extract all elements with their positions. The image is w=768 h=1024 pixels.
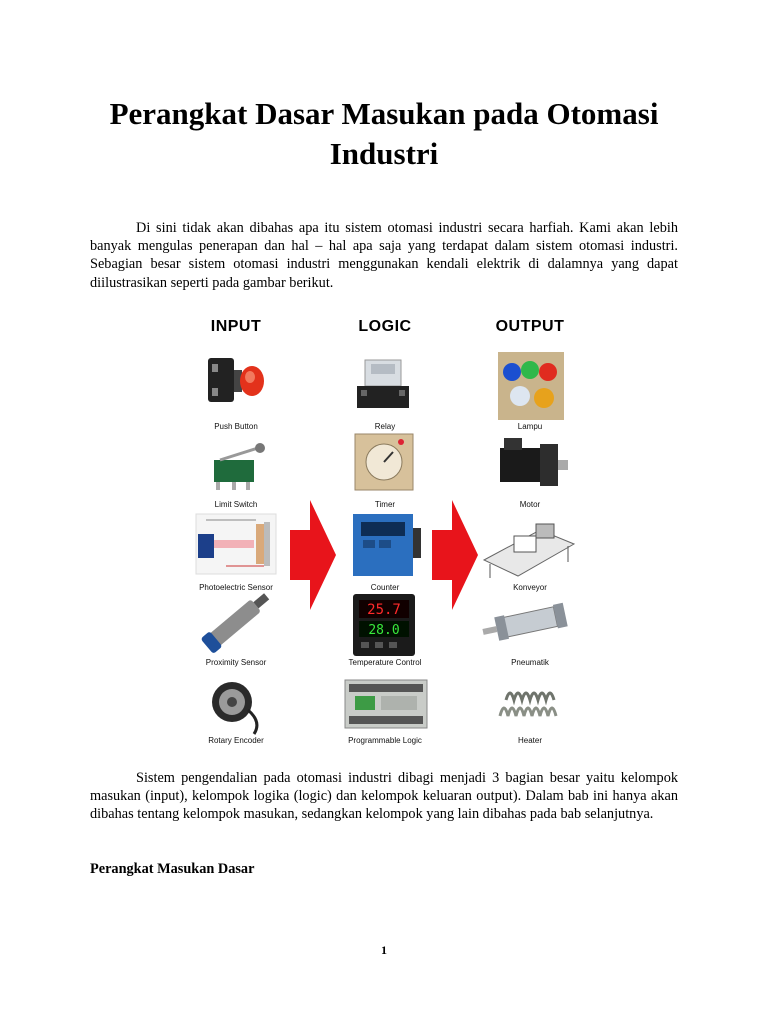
caption-rotary-encoder: Rotary Encoder bbox=[208, 736, 264, 745]
temp-display-bottom: 28.0 bbox=[368, 623, 400, 638]
limit-switch-icon bbox=[176, 430, 296, 500]
pneumatic-cylinder-icon bbox=[470, 590, 590, 660]
caption-temperature-control: Temperature Control bbox=[348, 658, 422, 667]
column-header-logic: LOGIC bbox=[358, 318, 412, 335]
page-title: Perangkat Dasar Masukan pada Otomasi Industri bbox=[109, 96, 659, 171]
temp-display-top: 25.7 bbox=[367, 602, 401, 618]
counter-icon bbox=[325, 510, 445, 582]
system-paragraph-text: Sistem pengendalian pada otomasi industri dibagi menjadi 3 bagian besar yaitu kelompok masukan (input), kelompok logika (logic) dan kelompok keluaran output). Dalam bab ini hanya akan dibahas tentang kelompok masukan, sedangkan kelompok yang lain dibahas pada bab selanjutnya. bbox=[90, 770, 678, 823]
caption-photoelectric-sensor: Photoelectric Sensor bbox=[199, 583, 273, 592]
automation-diagram bbox=[190, 310, 580, 755]
caption-relay: Relay bbox=[374, 422, 396, 431]
intro-paragraph-text: Di sini tidak akan dibahas apa itu sistem otomasi industri secara harfiah. Kami akan lebih banyak mengulas penerapan dan hal – hal apa saja yang terdapat dalam sistem otomasi industri. Sebagian besar sistem otomasi industri menggunakan kendali elektrik di dalamnya yang dapat diilustrasikan seperti pada gambar berikut. bbox=[90, 220, 678, 291]
relay-icon bbox=[325, 350, 445, 420]
caption-counter: Counter bbox=[370, 583, 400, 592]
caption-motor: Motor bbox=[519, 500, 541, 509]
caption-pneumatik: Pneumatik bbox=[511, 658, 549, 667]
conveyor-icon bbox=[470, 510, 590, 582]
heater-coil-icon bbox=[470, 670, 590, 740]
page-number: 1 bbox=[381, 943, 387, 957]
caption-proximity-sensor: Proximity Sensor bbox=[205, 658, 267, 667]
column-header-output: OUTPUT bbox=[495, 318, 565, 335]
motor-icon bbox=[470, 430, 590, 500]
system-paragraph bbox=[90, 769, 678, 824]
caption-konveyor: Konveyor bbox=[513, 583, 547, 592]
caption-heater: Heater bbox=[517, 736, 542, 745]
push-button-icon bbox=[176, 350, 296, 420]
rotary-encoder-icon bbox=[176, 670, 296, 740]
proximity-sensor-icon bbox=[176, 590, 296, 660]
intro-paragraph bbox=[90, 219, 678, 292]
lamp-icon bbox=[470, 350, 590, 422]
column-header-input: INPUT bbox=[210, 318, 262, 335]
photoelectric-sensor-icon bbox=[176, 510, 296, 582]
caption-programmable-logic: Programmable Logic bbox=[348, 736, 422, 745]
caption-lampu: Lampu bbox=[517, 422, 543, 431]
caption-timer: Timer bbox=[374, 500, 396, 509]
temperature-control-icon bbox=[325, 590, 445, 660]
timer-icon bbox=[325, 430, 445, 500]
caption-push-button: Push Button bbox=[214, 422, 258, 431]
caption-limit-switch: Limit Switch bbox=[214, 500, 258, 509]
plc-icon bbox=[325, 670, 445, 740]
section-heading: Perangkat Masukan Dasar bbox=[90, 861, 255, 877]
